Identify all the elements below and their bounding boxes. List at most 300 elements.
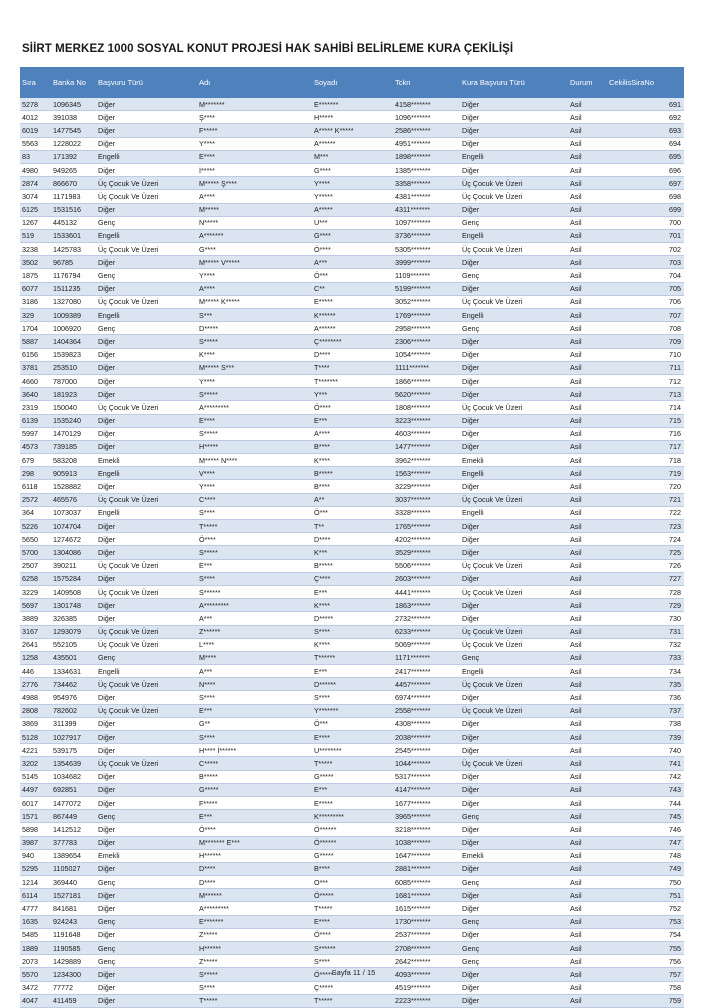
cell-banka-no: 390211 <box>51 559 96 572</box>
cell-sira: 5697 <box>20 599 51 612</box>
cell-banka-no: 1191648 <box>51 928 96 941</box>
cell-kura-basvuru-turu: Genç <box>460 216 568 229</box>
cell-basvuru-turu: Diğer <box>96 731 197 744</box>
cell-adi: H**** İ****** <box>197 744 312 757</box>
cell-adi: M***** V***** <box>197 256 312 269</box>
cell-kura-basvuru-turu: Diğer <box>460 717 568 730</box>
table-row <box>20 506 684 519</box>
table-row <box>20 493 684 506</box>
cell-tckn: 2708******* <box>393 942 460 955</box>
cell-adi: H***** <box>197 440 312 453</box>
cell-soyadi: Ö*** <box>312 717 393 730</box>
cell-soyadi: Y*** <box>312 388 393 401</box>
cell-basvuru-turu: Üç Çocuk Ve Üzeri <box>96 177 197 190</box>
cell-sira: 4573 <box>20 440 51 453</box>
cell-basvuru-turu: Diğer <box>96 440 197 453</box>
cell-tckn: 1385******* <box>393 163 460 176</box>
table-row <box>20 256 684 269</box>
cell-kura-basvuru-turu: Diğer <box>460 889 568 902</box>
cell-soyadi: T***** <box>312 994 393 1007</box>
cell-basvuru-turu: Üç Çocuk Ve Üzeri <box>96 190 197 203</box>
cell-durum: Asil <box>568 520 607 533</box>
cell-cekilis-sira-no: 734 <box>607 665 684 678</box>
cell-kura-basvuru-turu: Genç <box>460 915 568 928</box>
cell-banka-no: 1511235 <box>51 282 96 295</box>
cell-basvuru-turu: Engelli <box>96 229 197 242</box>
cell-durum: Asil <box>568 889 607 902</box>
cell-banka-no: 1389654 <box>51 849 96 862</box>
cell-sira: 3472 <box>20 981 51 994</box>
cell-durum: Asil <box>568 691 607 704</box>
cell-tckn: 1808******* <box>393 401 460 414</box>
cell-cekilis-sira-no: 728 <box>607 585 684 598</box>
cell-adi: M***** N**** <box>197 454 312 467</box>
cell-kura-basvuru-turu: Diğer <box>460 862 568 875</box>
cell-adi: Ö**** <box>197 533 312 546</box>
cell-soyadi: G**** <box>312 229 393 242</box>
table-row <box>20 163 684 176</box>
cell-durum: Asil <box>568 678 607 691</box>
cell-durum: Asil <box>568 744 607 757</box>
cell-cekilis-sira-no: 702 <box>607 243 684 256</box>
cell-kura-basvuru-turu: Üç Çocuk Ve Üzeri <box>460 295 568 308</box>
cell-soyadi: A** <box>312 493 393 506</box>
cell-banka-no: 924243 <box>51 915 96 928</box>
cell-adi: E*** <box>197 559 312 572</box>
cell-tckn: 4951******* <box>393 137 460 150</box>
cell-soyadi: T** <box>312 520 393 533</box>
cell-cekilis-sira-no: 736 <box>607 691 684 704</box>
cell-soyadi: T****** <box>312 651 393 664</box>
cell-sira: 6114 <box>20 889 51 902</box>
table-row <box>20 98 684 111</box>
cell-basvuru-turu: Diğer <box>96 572 197 585</box>
cell-banka-no: 77772 <box>51 981 96 994</box>
table-row <box>20 440 684 453</box>
cell-durum: Asil <box>568 665 607 678</box>
table-row <box>20 559 684 572</box>
cell-sira: 3186 <box>20 295 51 308</box>
cell-adi: S**** <box>197 691 312 704</box>
cell-sira: 2874 <box>20 177 51 190</box>
cell-basvuru-turu: Üç Çocuk Ve Üzeri <box>96 243 197 256</box>
cell-adi: S**** <box>197 572 312 585</box>
cell-soyadi: D**** <box>312 348 393 361</box>
cell-basvuru-turu: Diğer <box>96 361 197 374</box>
cell-tckn: 1054******* <box>393 348 460 361</box>
table-row <box>20 229 684 242</box>
cell-banka-no: 1539823 <box>51 348 96 361</box>
cell-soyadi: G***** <box>312 770 393 783</box>
column-header-adi: Adı <box>197 67 312 98</box>
cell-durum: Asil <box>568 612 607 625</box>
cell-kura-basvuru-turu: Diğer <box>460 770 568 783</box>
cell-sira: 6125 <box>20 203 51 216</box>
cell-soyadi: E*** <box>312 783 393 796</box>
cell-banka-no: 1334631 <box>51 665 96 678</box>
cell-kura-basvuru-turu: Diğer <box>460 388 568 401</box>
cell-basvuru-turu: Diğer <box>96 612 197 625</box>
table-row <box>20 796 684 809</box>
cell-basvuru-turu: Genç <box>96 269 197 282</box>
cell-soyadi: D****** <box>312 678 393 691</box>
cell-banka-no: 552105 <box>51 638 96 651</box>
cell-sira: 4047 <box>20 994 51 1007</box>
cell-soyadi: A****** <box>312 322 393 335</box>
cell-soyadi: T******* <box>312 374 393 387</box>
cell-tckn: 3218******* <box>393 823 460 836</box>
table-row <box>20 480 684 493</box>
table-row <box>20 770 684 783</box>
cell-soyadi: U*** <box>312 216 393 229</box>
cell-soyadi: E******* <box>312 98 393 111</box>
cell-durum: Asil <box>568 876 607 889</box>
cell-adi: M***** S*** <box>197 361 312 374</box>
cell-soyadi: M*** <box>312 150 393 163</box>
cell-cekilis-sira-no: 718 <box>607 454 684 467</box>
cell-banka-no: 1027917 <box>51 731 96 744</box>
cell-basvuru-turu: Genç <box>96 651 197 664</box>
cell-banka-no: 1470129 <box>51 427 96 440</box>
cell-sira: 5570 <box>20 968 51 981</box>
cell-tckn: 2881******* <box>393 862 460 875</box>
cell-tckn: 1765******* <box>393 520 460 533</box>
table-row <box>20 243 684 256</box>
cell-soyadi: S**** <box>312 625 393 638</box>
cell-adi: H****** <box>197 849 312 862</box>
cell-sira: 5700 <box>20 546 51 559</box>
cell-adi: A*** <box>197 665 312 678</box>
cell-kura-basvuru-turu: Üç Çocuk Ve Üzeri <box>460 678 568 691</box>
table-row <box>20 203 684 216</box>
cell-tckn: 6085******* <box>393 876 460 889</box>
cell-tckn: 4311******* <box>393 203 460 216</box>
cell-banka-no: 181923 <box>51 388 96 401</box>
cell-adi: T***** <box>197 994 312 1007</box>
cell-kura-basvuru-turu: Diğer <box>460 836 568 849</box>
cell-cekilis-sira-no: 696 <box>607 163 684 176</box>
cell-adi: M****** <box>197 889 312 902</box>
cell-tckn: 4093******* <box>393 968 460 981</box>
cell-adi: M***** <box>197 203 312 216</box>
cell-kura-basvuru-turu: Diğer <box>460 203 568 216</box>
table-row <box>20 638 684 651</box>
cell-kura-basvuru-turu: Diğer <box>460 981 568 994</box>
cell-sira: 5128 <box>20 731 51 744</box>
cell-basvuru-turu: Engelli <box>96 665 197 678</box>
cell-sira: 364 <box>20 506 51 519</box>
cell-basvuru-turu: Diğer <box>96 111 197 124</box>
cell-durum: Asil <box>568 625 607 638</box>
cell-durum: Asil <box>568 810 607 823</box>
cell-sira: 3074 <box>20 190 51 203</box>
cell-adi: H****** <box>197 942 312 955</box>
cell-tckn: 1109******* <box>393 269 460 282</box>
cell-adi: N**** <box>197 678 312 691</box>
table-row <box>20 849 684 862</box>
table-row <box>20 124 684 137</box>
cell-adi: A**** <box>197 190 312 203</box>
cell-sira: 5563 <box>20 137 51 150</box>
cell-cekilis-sira-no: 698 <box>607 190 684 203</box>
cell-banka-no: 326385 <box>51 612 96 625</box>
cell-basvuru-turu: Diğer <box>96 533 197 546</box>
cell-soyadi: Ö**** <box>312 928 393 941</box>
cell-cekilis-sira-no: 719 <box>607 467 684 480</box>
cell-adi: Y**** <box>197 269 312 282</box>
table-row <box>20 942 684 955</box>
cell-tckn: 4202******* <box>393 533 460 546</box>
cell-kura-basvuru-turu: Diğer <box>460 374 568 387</box>
cell-tckn: 1096******* <box>393 111 460 124</box>
cell-cekilis-sira-no: 750 <box>607 876 684 889</box>
cell-tckn: 1898******* <box>393 150 460 163</box>
cell-tckn: 1563******* <box>393 467 460 480</box>
cell-banka-no: 1535240 <box>51 414 96 427</box>
cell-soyadi: D**** <box>312 533 393 546</box>
cell-tckn: 2545******* <box>393 744 460 757</box>
cell-banka-no: 1354639 <box>51 757 96 770</box>
cell-cekilis-sira-no: 721 <box>607 493 684 506</box>
cell-soyadi: K**** <box>312 599 393 612</box>
cell-tckn: 2537******* <box>393 928 460 941</box>
cell-tckn: 1615******* <box>393 902 460 915</box>
column-header-durum: Durum <box>568 67 607 98</box>
cell-sira: 519 <box>20 229 51 242</box>
cell-kura-basvuru-turu: Diğer <box>460 137 568 150</box>
cell-cekilis-sira-no: 742 <box>607 770 684 783</box>
cell-soyadi: T***** <box>312 902 393 915</box>
column-header-basvuru-turu: Başvuru Türü <box>96 67 197 98</box>
table-row <box>20 928 684 941</box>
cell-banka-no: 1301748 <box>51 599 96 612</box>
cell-soyadi: U******** <box>312 744 393 757</box>
cell-durum: Asil <box>568 440 607 453</box>
cell-soyadi: Ç**** <box>312 572 393 585</box>
cell-soyadi: T***** <box>312 757 393 770</box>
cell-kura-basvuru-turu: Diğer <box>460 902 568 915</box>
cell-basvuru-turu: Engelli <box>96 309 197 322</box>
cell-banka-no: 1105027 <box>51 862 96 875</box>
cell-adi: Ö**** <box>197 823 312 836</box>
cell-durum: Asil <box>568 150 607 163</box>
cell-kura-basvuru-turu: Diğer <box>460 994 568 1007</box>
cell-sira: 3889 <box>20 612 51 625</box>
cell-durum: Asil <box>568 506 607 519</box>
cell-adi: S*** <box>197 309 312 322</box>
cell-soyadi: Ö***** <box>312 889 393 902</box>
cell-banka-no: 841681 <box>51 902 96 915</box>
cell-basvuru-turu: Diğer <box>96 137 197 150</box>
cell-basvuru-turu: Diğer <box>96 889 197 902</box>
table-row <box>20 994 684 1007</box>
cell-basvuru-turu: Engelli <box>96 467 197 480</box>
cell-sira: 3502 <box>20 256 51 269</box>
cell-adi: G***** <box>197 783 312 796</box>
cell-durum: Asil <box>568 823 607 836</box>
cell-kura-basvuru-turu: Diğer <box>460 361 568 374</box>
table-row <box>20 691 684 704</box>
cell-basvuru-turu: Diğer <box>96 98 197 111</box>
cell-durum: Asil <box>568 994 607 1007</box>
cell-durum: Asil <box>568 770 607 783</box>
cell-durum: Asil <box>568 638 607 651</box>
cell-cekilis-sira-no: 714 <box>607 401 684 414</box>
cell-durum: Asil <box>568 902 607 915</box>
results-table <box>20 67 684 1008</box>
cell-banka-no: 1404364 <box>51 335 96 348</box>
cell-banka-no: 1006920 <box>51 322 96 335</box>
cell-sira: 5278 <box>20 98 51 111</box>
cell-tckn: 4308******* <box>393 717 460 730</box>
cell-durum: Asil <box>568 427 607 440</box>
cell-tckn: 2958******* <box>393 322 460 335</box>
cell-basvuru-turu: Diğer <box>96 124 197 137</box>
cell-durum: Asil <box>568 98 607 111</box>
table-row <box>20 414 684 427</box>
cell-tckn: 2306******* <box>393 335 460 348</box>
cell-kura-basvuru-turu: Diğer <box>460 111 568 124</box>
cell-tckn: 1866******* <box>393 374 460 387</box>
cell-sira: 6019 <box>20 124 51 137</box>
cell-kura-basvuru-turu: Diğer <box>460 533 568 546</box>
table-row <box>20 862 684 875</box>
cell-basvuru-turu: Genç <box>96 942 197 955</box>
cell-adi: S***** <box>197 335 312 348</box>
cell-cekilis-sira-no: 701 <box>607 229 684 242</box>
cell-basvuru-turu: Diğer <box>96 520 197 533</box>
cell-cekilis-sira-no: 740 <box>607 744 684 757</box>
table-row <box>20 731 684 744</box>
cell-tckn: 3529******* <box>393 546 460 559</box>
cell-kura-basvuru-turu: Diğer <box>460 124 568 137</box>
cell-adi: E**** <box>197 414 312 427</box>
cell-tckn: 4147******* <box>393 783 460 796</box>
cell-cekilis-sira-no: 720 <box>607 480 684 493</box>
cell-cekilis-sira-no: 749 <box>607 862 684 875</box>
cell-banka-no: 1074704 <box>51 520 96 533</box>
cell-cekilis-sira-no: 722 <box>607 506 684 519</box>
cell-durum: Asil <box>568 783 607 796</box>
cell-adi: E*** <box>197 704 312 717</box>
cell-soyadi: B**** <box>312 440 393 453</box>
cell-cekilis-sira-no: 732 <box>607 638 684 651</box>
cell-basvuru-turu: Diğer <box>96 256 197 269</box>
cell-soyadi: B***** <box>312 559 393 572</box>
cell-cekilis-sira-no: 759 <box>607 994 684 1007</box>
cell-durum: Asil <box>568 915 607 928</box>
cell-cekilis-sira-no: 730 <box>607 612 684 625</box>
cell-banka-no: 1412512 <box>51 823 96 836</box>
cell-adi: M******* E*** <box>197 836 312 849</box>
cell-tckn: 1647******* <box>393 849 460 862</box>
cell-durum: Asil <box>568 216 607 229</box>
cell-banka-no: 1527181 <box>51 889 96 902</box>
cell-basvuru-turu: Diğer <box>96 414 197 427</box>
table-row <box>20 348 684 361</box>
cell-sira: 1704 <box>20 322 51 335</box>
cell-tckn: 5620******* <box>393 388 460 401</box>
table-row <box>20 981 684 994</box>
cell-soyadi: Ç******** <box>312 335 393 348</box>
table-row <box>20 955 684 968</box>
table-row <box>20 467 684 480</box>
cell-cekilis-sira-no: 694 <box>607 137 684 150</box>
cell-adi: Y**** <box>197 137 312 150</box>
cell-durum: Asil <box>568 493 607 506</box>
cell-kura-basvuru-turu: Üç Çocuk Ve Üzeri <box>460 243 568 256</box>
cell-kura-basvuru-turu: Diğer <box>460 427 568 440</box>
cell-kura-basvuru-turu: Diğer <box>460 348 568 361</box>
table-row <box>20 111 684 124</box>
cell-basvuru-turu: Diğer <box>96 968 197 981</box>
cell-cekilis-sira-no: 703 <box>607 256 684 269</box>
cell-sira: 3167 <box>20 625 51 638</box>
cell-tckn: 5305******* <box>393 243 460 256</box>
cell-adi: M******* <box>197 98 312 111</box>
cell-sira: 2776 <box>20 678 51 691</box>
cell-durum: Asil <box>568 229 607 242</box>
page-title: SİİRT MERKEZ 1000 SOSYAL KONUT PROJESİ HAK SAHİBİ BELİRLEME KURA ÇEKİLİŞİ <box>22 43 514 55</box>
cell-soyadi: A**** <box>312 427 393 440</box>
table-row <box>20 322 684 335</box>
cell-cekilis-sira-no: 727 <box>607 572 684 585</box>
cell-sira: 4012 <box>20 111 51 124</box>
cell-banka-no: 445132 <box>51 216 96 229</box>
cell-banka-no: 867449 <box>51 810 96 823</box>
cell-banka-no: 311399 <box>51 717 96 730</box>
cell-basvuru-turu: Genç <box>96 955 197 968</box>
cell-adi: E*** <box>197 810 312 823</box>
cell-sira: 2507 <box>20 559 51 572</box>
cell-tckn: 5317******* <box>393 770 460 783</box>
cell-tckn: 4519******* <box>393 981 460 994</box>
cell-sira: 4497 <box>20 783 51 796</box>
cell-kura-basvuru-turu: Üç Çocuk Ve Üzeri <box>460 757 568 770</box>
cell-soyadi: Y***** <box>312 190 393 203</box>
cell-banka-no: 1429889 <box>51 955 96 968</box>
cell-banka-no: 1171983 <box>51 190 96 203</box>
cell-sira: 2572 <box>20 493 51 506</box>
cell-sira: 2319 <box>20 401 51 414</box>
table-row <box>20 401 684 414</box>
cell-tckn: 1769******* <box>393 309 460 322</box>
cell-kura-basvuru-turu: Üç Çocuk Ve Üzeri <box>460 401 568 414</box>
cell-adi: Z***** <box>197 928 312 941</box>
cell-basvuru-turu: Diğer <box>96 717 197 730</box>
cell-basvuru-turu: Diğer <box>96 836 197 849</box>
cell-sira: 5997 <box>20 427 51 440</box>
cell-tckn: 3736******* <box>393 229 460 242</box>
cell-kura-basvuru-turu: Diğer <box>460 163 568 176</box>
cell-kura-basvuru-turu: Diğer <box>460 731 568 744</box>
cell-adi: B***** <box>197 770 312 783</box>
table-row <box>20 599 684 612</box>
cell-cekilis-sira-no: 733 <box>607 651 684 664</box>
cell-basvuru-turu: Genç <box>96 876 197 889</box>
cell-tckn: 4457******* <box>393 678 460 691</box>
cell-tckn: 4441******* <box>393 585 460 598</box>
cell-tckn: 2417******* <box>393 665 460 678</box>
cell-durum: Asil <box>568 480 607 493</box>
cell-basvuru-turu: Emekli <box>96 454 197 467</box>
cell-cekilis-sira-no: 758 <box>607 981 684 994</box>
table-row <box>20 585 684 598</box>
cell-durum: Asil <box>568 467 607 480</box>
cell-cekilis-sira-no: 695 <box>607 150 684 163</box>
cell-kura-basvuru-turu: Üç Çocuk Ve Üzeri <box>460 638 568 651</box>
cell-cekilis-sira-no: 705 <box>607 282 684 295</box>
